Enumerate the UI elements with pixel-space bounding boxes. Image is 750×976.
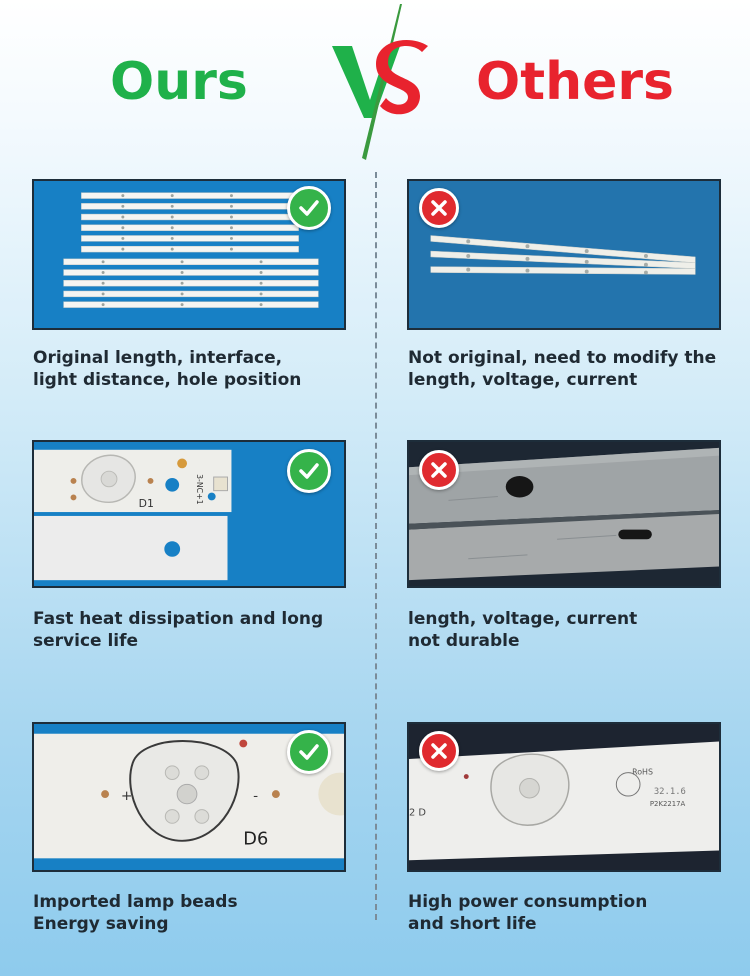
others-caption-3 <box>408 891 738 935</box>
caption-line: service life <box>33 631 139 651</box>
photo-label-d6: D6 <box>243 829 269 850</box>
vs-logo <box>330 0 430 170</box>
caption-line: Imported lamp beads <box>33 892 238 912</box>
ours-caption-3 <box>33 891 363 935</box>
ours-caption-2 <box>33 608 363 652</box>
photo-label-plus: + <box>120 788 133 804</box>
others-heading: Others <box>476 52 674 112</box>
cross-icon <box>419 731 459 771</box>
cross-icon <box>419 188 459 228</box>
caption-line: light distance, hole position <box>33 370 302 390</box>
photo-label-minus: - <box>253 788 259 804</box>
caption-line: Original length, interface, <box>33 348 283 368</box>
check-icon <box>287 449 331 493</box>
check-icon <box>287 730 331 774</box>
caption-line: length, voltage, current <box>408 609 638 629</box>
caption-line: Not original, need to modify the <box>408 348 717 368</box>
caption-line: length, voltage, current <box>408 370 638 390</box>
caption-line: High power consumption <box>408 892 648 912</box>
ours-heading: Ours <box>110 52 248 112</box>
ours-caption-1 <box>33 347 363 391</box>
caption-line: Fast heat dissipation and long <box>33 609 324 629</box>
caption-line: Energy saving <box>33 914 169 934</box>
photo-label-2d: 2 D <box>409 807 427 819</box>
caption-line: and short life <box>408 914 537 934</box>
photo-label-date: 32.1.6 <box>653 787 686 798</box>
others-caption-2 <box>408 608 738 652</box>
check-icon <box>287 186 331 230</box>
caption-line: not durable <box>408 631 520 651</box>
photo-label-d1: D1 <box>138 497 154 511</box>
others-caption-1 <box>408 347 738 391</box>
center-divider <box>375 172 377 920</box>
cross-icon <box>419 450 459 490</box>
photo-label-model: P2K2217A <box>649 799 686 808</box>
photo-label-rohs: RoHS <box>632 767 654 777</box>
photo-label-pins: 3-NC+1 <box>194 474 204 505</box>
